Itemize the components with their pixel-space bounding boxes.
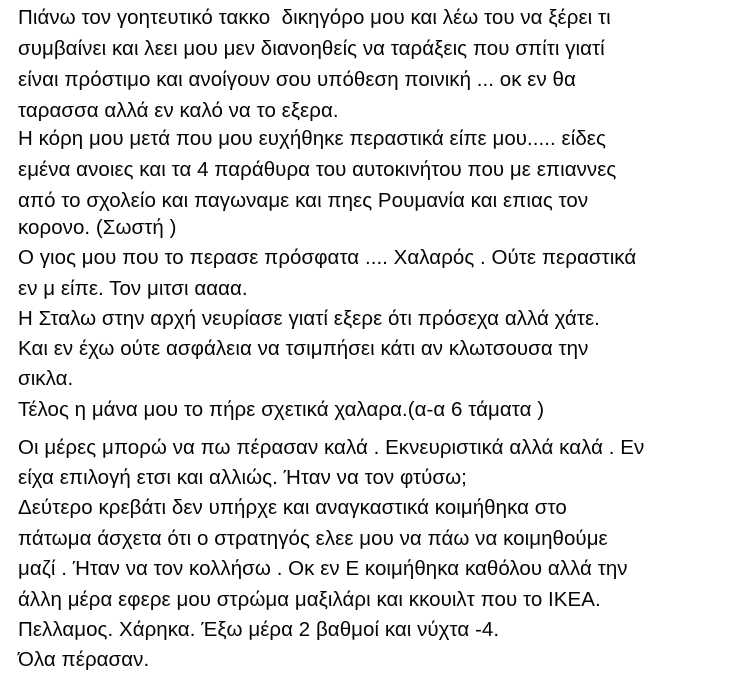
post-text-line: Και εν έχω ούτε ασφάλεια να τσιμπήσει κάτι αν κλωτσουσα την — [18, 337, 589, 360]
post-text-line: Η Σταλω στην αρχή νευρίασε γιατί εξερε ότι πρόσεχα αλλά χάτε. — [18, 307, 600, 330]
post-text-line: είχα επιλογή ετσι και αλλιώς. Ήταν να τον φτύσω; — [18, 466, 467, 489]
post-text-line: μαζί . Ήταν να τον κολλήσω . Οκ εν Ε κοιμήθηκα καθόλου αλλά την — [18, 557, 628, 580]
post-text-line: εν μ είπε. Τον μιτσι αααα. — [18, 277, 248, 300]
post-text-line: από το σχολείο και παγωναμε και πηες Ρουμανία και επιας τον — [18, 189, 589, 212]
post-text-line: Οι μέρες μπορώ να πω πέρασαν καλά . Εκνευριστικά αλλά καλά . Εν — [18, 436, 645, 459]
post-text-line: συμβαίνει και λεει μου μεν διανοηθείς να ταράξεις που σπίτι γιατί — [18, 37, 605, 60]
post-text-line: Δεύτερο κρεβάτι δεν υπήρχε και αναγκαστικά κοιμήθηκα στο — [18, 496, 567, 519]
post-text-line: Ο γιος μου που το περασε πρόσφατα .... Χαλαρός . Ούτε περαστικά — [18, 246, 637, 269]
post-text-line: Όλα πέρασαν. — [18, 648, 150, 671]
post-text-line: Η κόρη μου μετά που μου ευχήθηκε περαστικά είπε μου..... είδες — [18, 127, 606, 150]
post-text-line: πάτωμα άσχετα ότι ο στρατηγός ελεε μου να πάω να κοιμηθούμε — [18, 527, 608, 550]
post-text-line: σικλα. — [18, 367, 74, 390]
post-text-line: κορονο. (Σωστή ) — [18, 216, 177, 239]
post-text-line: άλλη μέρα εφερε μου στρώμα μαξιλάρι και κκουιλτ που το ΙΚΕΑ. — [18, 588, 601, 611]
post-text-line: Πιάνω τον γοητευτικό τακκο δικηγόρο μου και λέω του να ξέρει τι — [18, 6, 611, 29]
post-text-line: ταρασσα αλλά εν καλό να το εξερα. — [18, 99, 339, 122]
post-text-line: Τέλος η μάνα μου το πήρε σχετικά χαλαρα.(α-α 6 τάματα ) — [18, 398, 545, 421]
post-text-line: Πελλαμος. Χάρηκα. Έξω μέρα 2 βαθμοί και νύχτα -4. — [18, 618, 500, 641]
post-text-line: είναι πρόστιμο και ανοίγουν σου υπόθεση ποινική ... οκ εν θα — [18, 68, 576, 91]
post-text-line: εμένα ανοιες και τα 4 παράθυρα του αυτοκινήτου που με επιαννες — [18, 158, 617, 181]
